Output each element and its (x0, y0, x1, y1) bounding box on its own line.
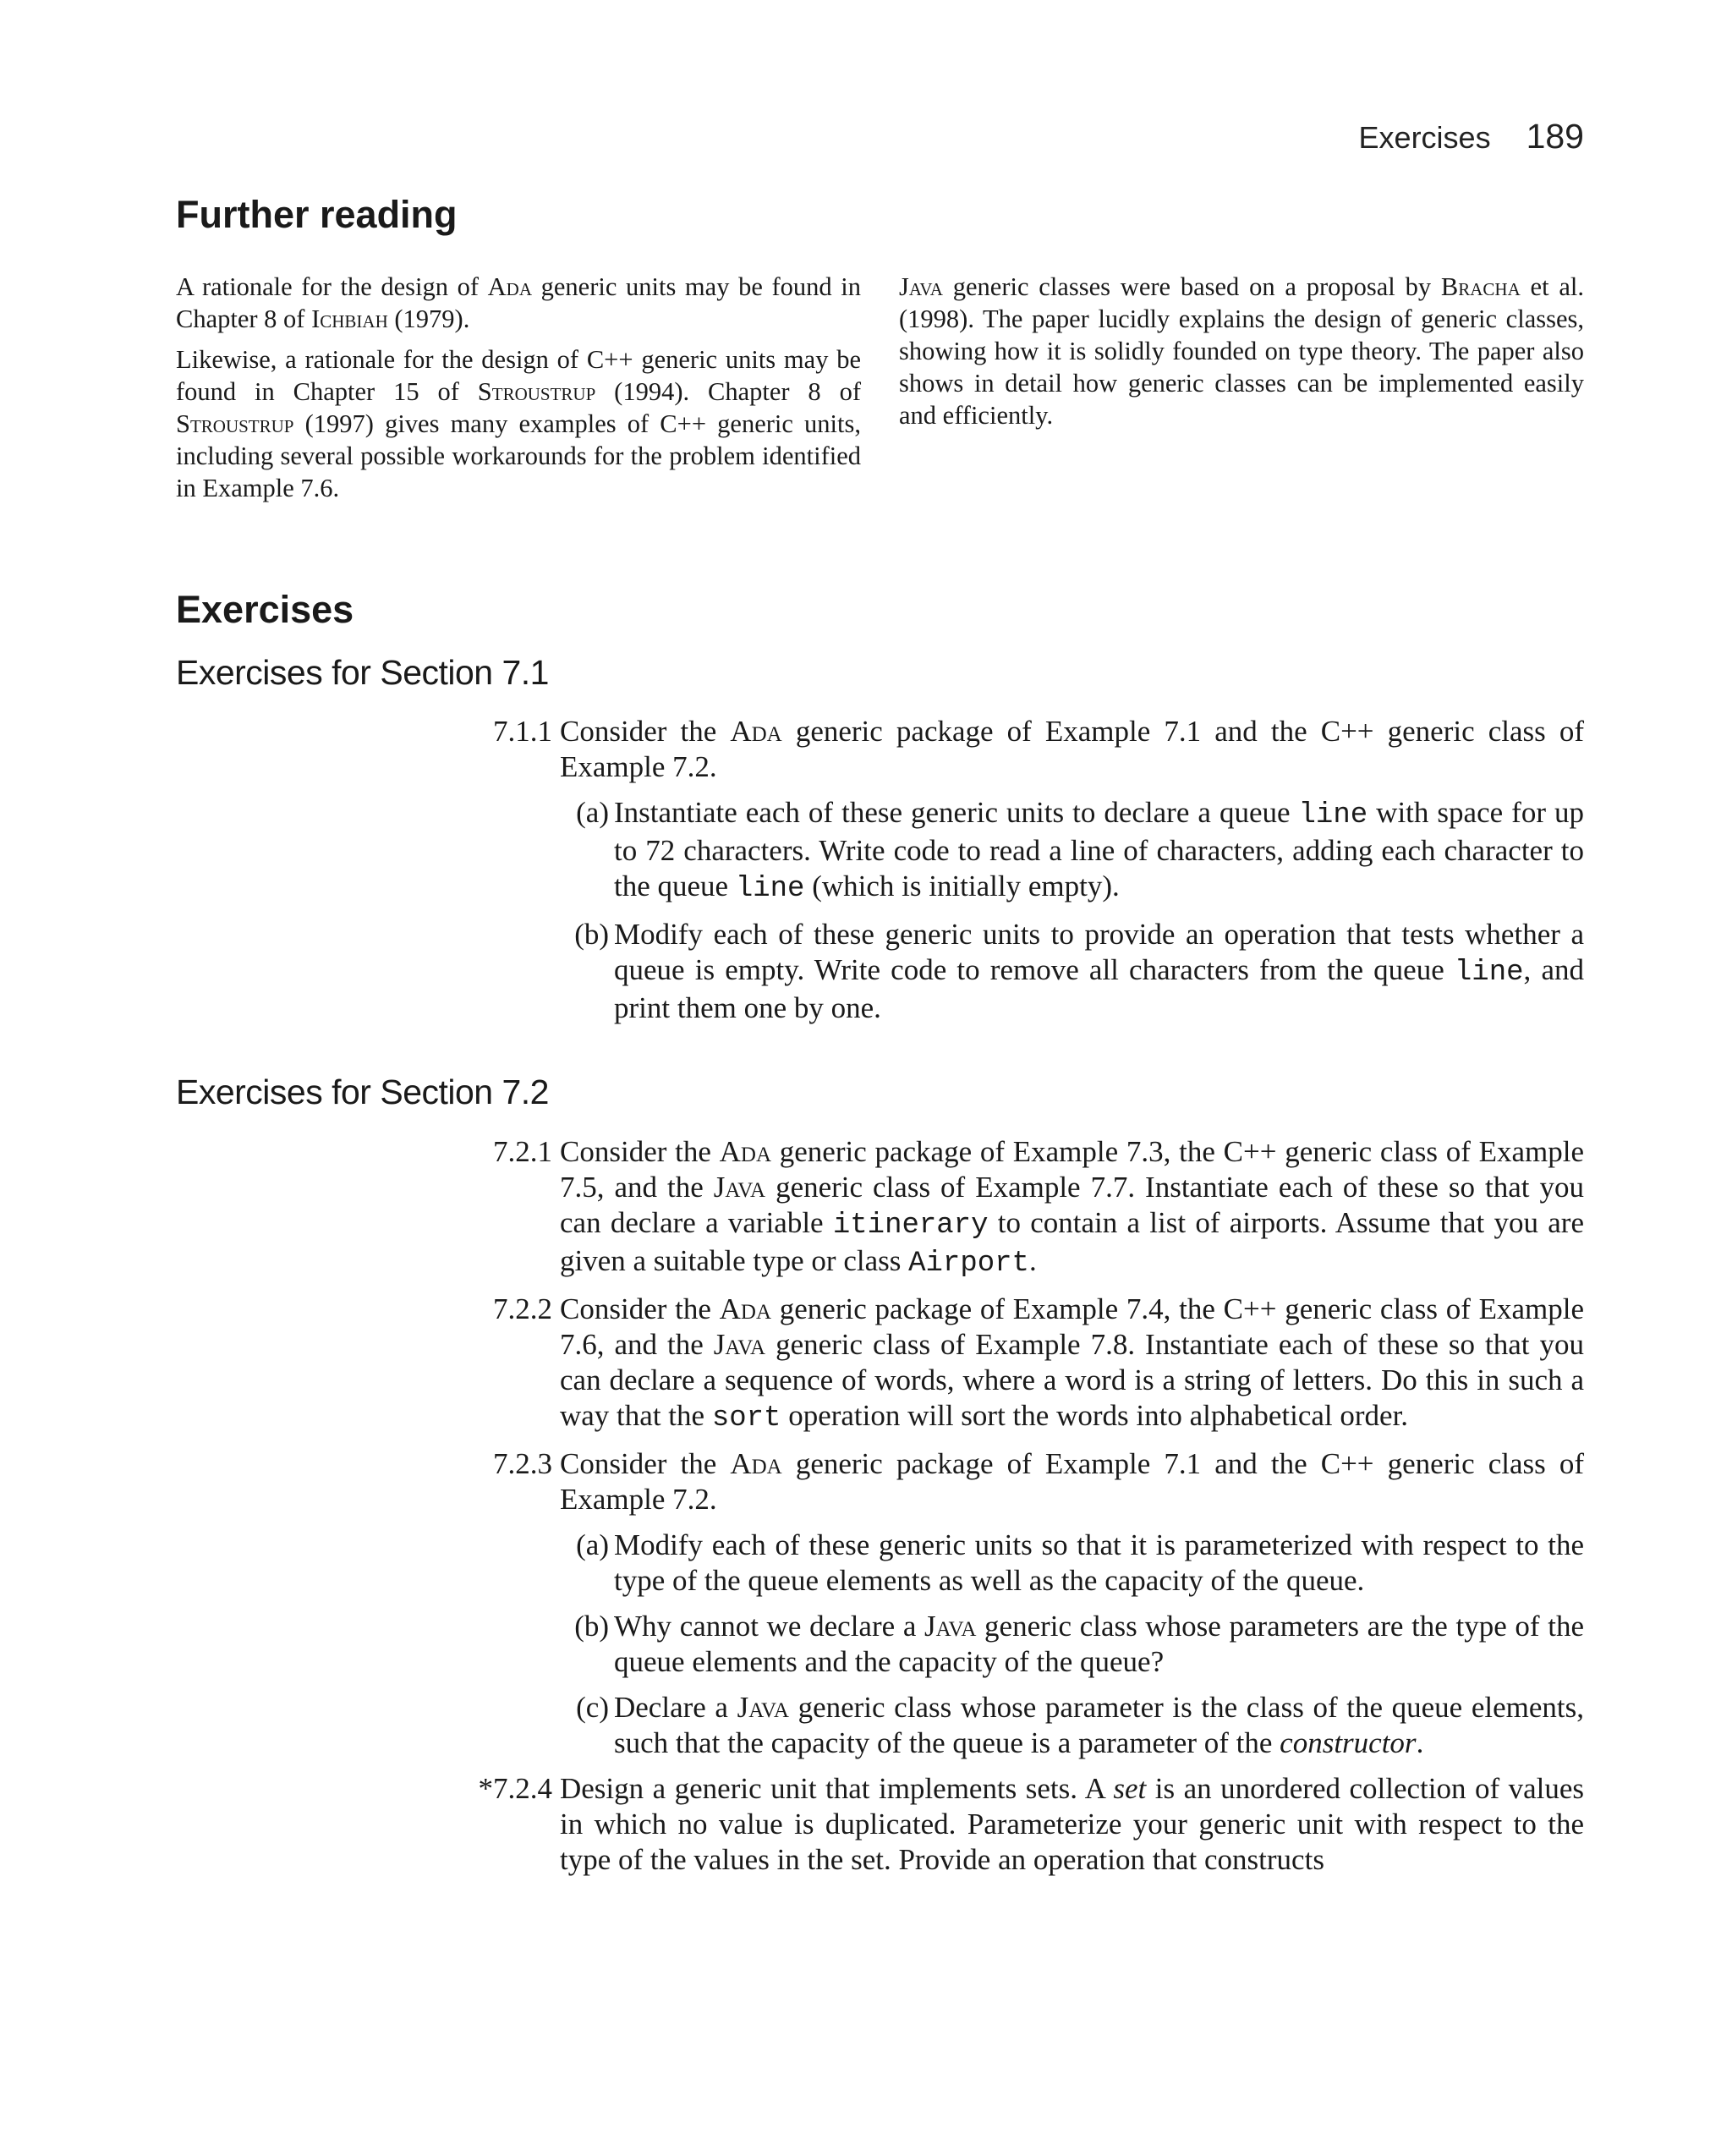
exercise-7-2-4: *7.2.4 Design a generic unit that implements sets. A set is an unordered collection of values in which no value is duplicated. Parameterize your generic unit with respect to the type of the values in the set. Provide an operation that constructs (457, 1771, 1584, 1878)
exercise-number: 7.2.3 (493, 1447, 552, 1480)
section-7-1-exercises (457, 714, 1584, 1036)
exercise-7-2-3-part-c: (c) Declare a Java generic class whose parameter is the class of the queue elements, such that the capacity of the queue is a parameter of the constructor. (560, 1690, 1584, 1761)
code-term: Airport (908, 1248, 1029, 1280)
author-name: Stroustrup (176, 409, 294, 438)
page-number: 189 (1526, 117, 1584, 156)
author-name: Stroustrup (477, 377, 596, 406)
code-term: line (1298, 799, 1368, 831)
emphasis-term: constructor (1280, 1726, 1417, 1759)
part-label: (b) (574, 1610, 609, 1643)
ada-name: Ada (730, 715, 782, 748)
further-reading-heading: Further reading (176, 193, 458, 236)
running-head-title: Exercises (1358, 120, 1491, 155)
exercise-7-2-3: 7.2.3 Consider the Ada generic package of Example 7.1 and the C++ generic class of Example 7.2. (a) Modify each of these generic units so that it is parameterized with respect to the type of the queue elements as well as the capacity of the queue. (b) Why cannot we declare a Java generic class whose parameters are the type of the queue elements and the capacity of the queue? (c) Declare a Java generic class whose parameter is the class of the queue elements, such that the capacity of the queue is a parameter of the constructor. (457, 1446, 1584, 1761)
exercise-7-1-1: 7.1.1 Consider the Ada generic package of Example 7.1 and the C++ generic class of Example 7.2. (a) Instantiate each of these generic units to declare a queue line with space for up to 72 characters. Write code to read a line of characters, adding each character to the queue line (which is initially empty). (b) Modify each of these generic units to provide an operation that tests whether a queue is empty. Write code to remove all characters from the queue line, and print them one by one. (457, 714, 1584, 1026)
java-name: Java (924, 1610, 977, 1643)
part-label: (a) (576, 796, 609, 829)
section-7-2-heading: Exercises for Section 7.2 (176, 1073, 549, 1111)
exercise-number: 7.2.1 (493, 1135, 552, 1168)
ada-name: Ada (719, 1135, 772, 1168)
ada-name: Ada (487, 272, 532, 301)
running-head (1359, 117, 1584, 156)
part-label: (b) (574, 918, 609, 951)
further-reading-right-column (899, 271, 1584, 440)
section-7-2-exercises (457, 1134, 1584, 1888)
section-7-1-heading: Exercises for Section 7.1 (176, 653, 549, 692)
exercise-7-2-1: 7.2.1 Consider the Ada generic package of Example 7.3, the C++ generic class of Example 7.5, and the Java generic class of Example 7.7. Instantiate each of these so that you can declare a variable itinerary to contain a list of airports. Assume that you are given a suitable type or class Airport. (457, 1134, 1584, 1281)
further-reading-paragraph-2: Likewise, a rationale for the design of C++ generic units may be found in Chapter 15 of Stroustrup (1994). Chapter 8 of Stroustrup (1997) gives many examples of C++ generic units, including several possible workarounds for the problem identified in Example 7.6. (176, 345, 861, 502)
further-reading-left-column (176, 271, 861, 513)
code-term: line (1454, 957, 1524, 989)
exercise-number: *7.2.4 (478, 1772, 552, 1805)
exercise-7-2-3-part-a: (a) Modify each of these generic units so that it is parameterized with respect to the type of the queue elements as well as the capacity of the queue. (560, 1528, 1584, 1599)
part-label: (c) (576, 1691, 609, 1724)
part-label: (a) (576, 1528, 609, 1561)
exercise-7-2-2: 7.2.2 Consider the Ada generic package of Example 7.4, the C++ generic class of Example 7.6, and the Java generic class of Example 7.8. Instantiate each of these so that you can declare a sequence of words, where a word is a string of letters. Do this in such a way that the sort operation will sort the words into alphabetical order. (457, 1292, 1584, 1436)
further-reading-paragraph-3: Java generic classes were based on a proposal by Bracha et al. (1998). The paper lucidly explains the design of generic classes, showing how it is solidly founded on type theory. The paper also shows in detail how generic classes can be implemented easily and efficiently. (899, 272, 1584, 430)
code-term: itinerary (832, 1210, 989, 1242)
exercise-number: 7.1.1 (493, 715, 552, 748)
author-name: Bracha (1440, 272, 1521, 301)
java-name: Java (713, 1328, 766, 1361)
emphasis-term: set (1113, 1772, 1147, 1805)
ada-name: Ada (730, 1447, 782, 1480)
exercises-heading: Exercises (176, 588, 354, 631)
java-name: Java (713, 1171, 766, 1204)
exercise-7-1-1-part-a: (a) Instantiate each of these generic units to declare a queue line with space for up to 72 characters. Write code to read a line of characters, adding each character to the queue line (which is initially empty). (560, 795, 1584, 907)
exercise-7-2-3-part-b: (b) Why cannot we declare a Java generic class whose parameters are the type of the queue elements and the capacity of the queue? (560, 1609, 1584, 1680)
java-name: Java (737, 1691, 789, 1724)
exercise-number: 7.2.2 (493, 1292, 552, 1325)
further-reading-paragraph-1: A rationale for the design of Ada generic units may be found in Chapter 8 of Ichbiah (1979). (176, 272, 861, 333)
java-name: Java (899, 272, 943, 301)
code-term: sort (711, 1402, 781, 1435)
code-term: line (735, 873, 805, 905)
ada-name: Ada (719, 1292, 772, 1325)
exercise-7-1-1-part-b: (b) Modify each of these generic units to provide an operation that tests whether a queue is empty. Write code to remove all characters from the queue line, and print them one by one. (560, 917, 1584, 1026)
author-name: Ichbiah (311, 304, 388, 333)
